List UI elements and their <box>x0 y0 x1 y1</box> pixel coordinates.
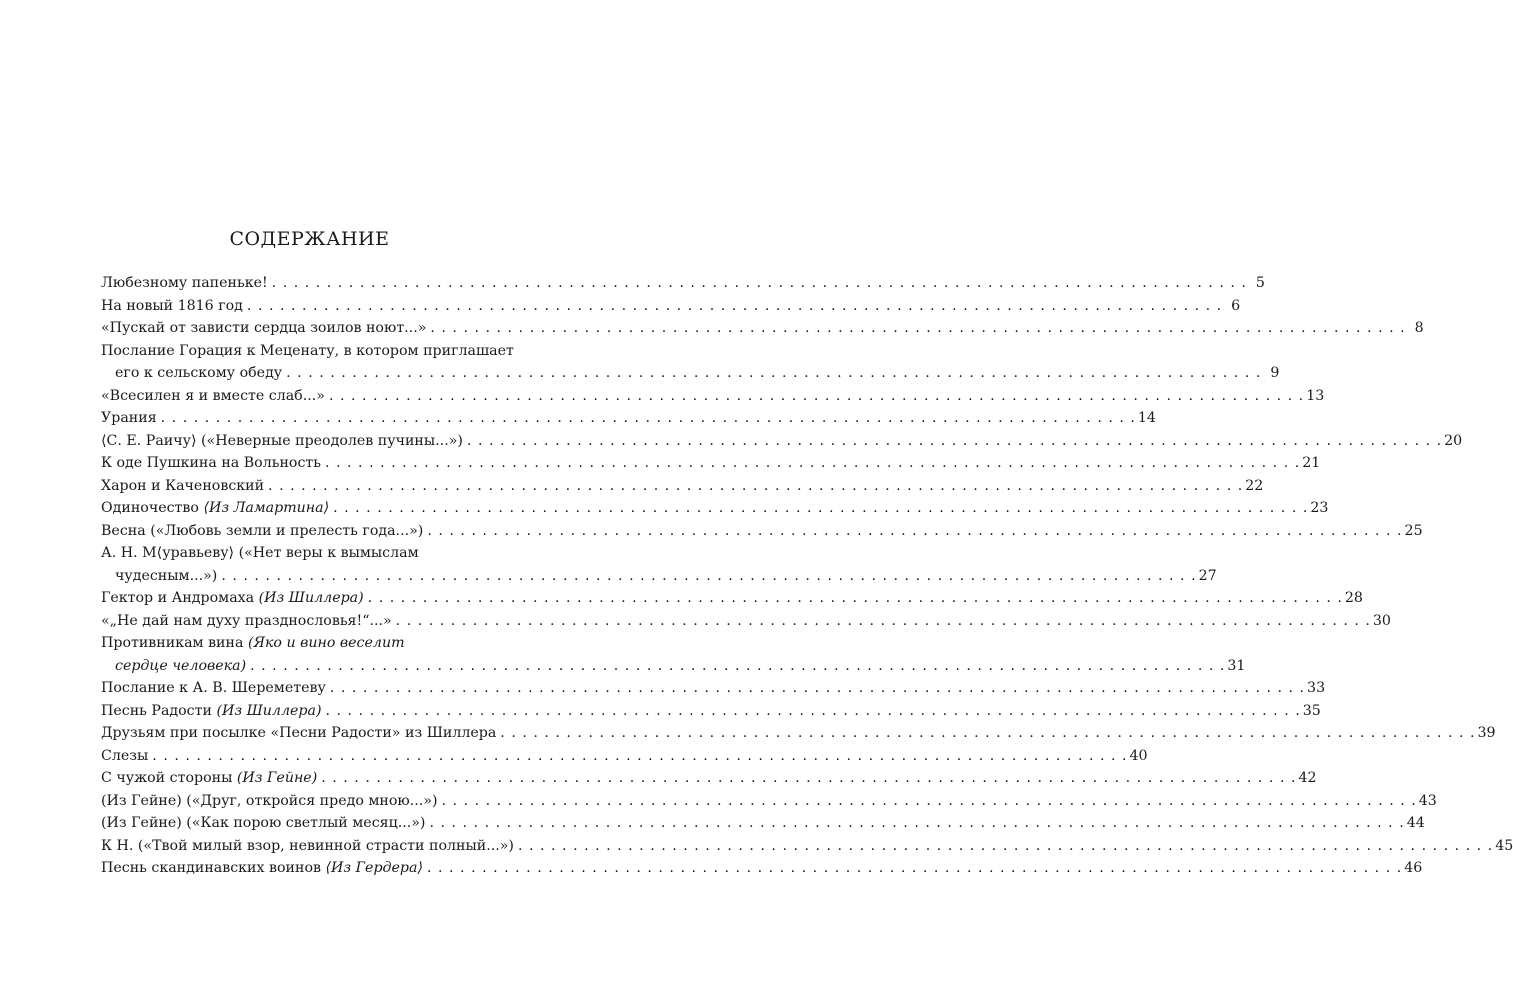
page-number: 35 <box>1302 702 1321 719</box>
page-number: 23 <box>1310 500 1329 516</box>
dot-leader <box>368 587 1343 610</box>
entry-source-note: (Из Шиллера) <box>258 590 364 606</box>
toc-entry <box>101 430 1463 453</box>
dot-leader <box>286 362 1261 385</box>
entry-title: (Из Гейне) («Друг, откройся предо мною...») <box>101 792 438 809</box>
page-number: 39 <box>1477 725 1496 741</box>
toc-entry <box>101 745 1148 768</box>
toc-entry <box>101 767 1317 790</box>
toc-entry <box>101 520 1423 543</box>
page-number: 44 <box>1406 815 1425 831</box>
entry-source-note: (Из Гейне) <box>236 770 318 786</box>
dot-leader <box>518 835 1493 858</box>
dot-leader <box>396 610 1371 633</box>
entry-title <box>101 767 317 790</box>
entry-title: ⟨С. Е. Раичу⟩ («Неверные преодолев пучины...») <box>101 432 463 449</box>
dot-leader <box>430 317 1405 340</box>
dot-leader <box>429 812 1404 835</box>
toc-entry <box>101 362 1280 385</box>
toc-entry <box>101 722 1496 745</box>
entry-title: Любезному папеньке! <box>101 275 268 291</box>
page-number: 13 <box>1306 387 1325 404</box>
page-number: 8 <box>1414 320 1424 336</box>
page-number: 28 <box>1344 590 1363 606</box>
dot-leader <box>427 520 1402 543</box>
toc-entry <box>101 295 1241 318</box>
toc-entry <box>101 407 1156 430</box>
page-number: 46 <box>1404 860 1423 876</box>
entry-title: Слезы <box>101 747 149 764</box>
page-number: 5 <box>1255 275 1265 291</box>
entry-title-main: Противникам вина <box>101 635 248 651</box>
dot-leader <box>250 655 1225 678</box>
dot-leader <box>221 565 1196 588</box>
entry-title-main: Песнь Радости <box>101 702 217 719</box>
entry-title <box>101 857 423 880</box>
page-number: 33 <box>1307 680 1326 696</box>
dot-leader <box>329 385 1304 408</box>
page-number: 43 <box>1418 792 1437 809</box>
dot-leader <box>442 790 1417 813</box>
entry-title: Урания <box>101 410 157 426</box>
entry-title-line1: А. Н. М⟨уравьеву⟩ («Нет веры к вымыслам <box>101 545 419 561</box>
toc-entry <box>101 497 1329 520</box>
entry-epigraph-cont: сердце человека) <box>115 657 247 674</box>
toc-entry <box>101 587 1363 610</box>
table-of-contents <box>101 272 1513 880</box>
entry-title-line1: Послание Горация к Меценату, в котором приглашает <box>101 342 514 359</box>
toc-entry <box>101 610 1391 633</box>
toc-entry <box>101 565 1217 588</box>
toc-entry <box>101 452 1321 475</box>
dot-leader <box>247 295 1222 318</box>
toc-entry <box>101 655 1246 678</box>
toc-entry <box>101 272 1265 295</box>
page-number: 25 <box>1404 522 1423 539</box>
entry-epigraph: (Яко и вино веселит <box>247 635 405 651</box>
entry-title: К Н. («Твой милый взор, невинной страсти полный...») <box>101 837 514 854</box>
entry-title <box>101 497 329 520</box>
toc-entry <box>101 475 1264 498</box>
entry-title-main: Одиночество <box>101 500 204 516</box>
dot-leader <box>427 857 1402 880</box>
dot-leader <box>325 452 1300 475</box>
toc-entry <box>101 835 1513 858</box>
entry-title-main: Гектор и Андромаха <box>101 590 259 606</box>
entry-title: Харон и Каченовский <box>101 477 265 494</box>
toc-entry <box>101 677 1326 700</box>
entry-title-main: Песнь скандинавских воинов <box>101 860 326 876</box>
entry-title: К оде Пушкина на Вольность <box>101 455 321 471</box>
entry-title <box>101 587 364 610</box>
dot-leader <box>152 745 1127 768</box>
page-number: 42 <box>1298 770 1317 786</box>
dot-leader <box>330 677 1305 700</box>
entry-source-note: ⟨Из Ламартина⟩ <box>203 500 330 516</box>
dot-leader <box>467 430 1442 453</box>
page-number: 27 <box>1198 567 1217 584</box>
dot-leader <box>333 497 1308 520</box>
dot-leader <box>272 272 1247 295</box>
dot-leader <box>325 700 1300 723</box>
page-number: 40 <box>1129 747 1148 764</box>
page-number: 30 <box>1372 612 1391 629</box>
page-number: 45 <box>1495 837 1513 854</box>
page-number: 20 <box>1444 432 1463 449</box>
page-number: 22 <box>1245 477 1264 494</box>
entry-source-note: ⟨Из Гердера⟩ <box>325 860 423 876</box>
toc-entry <box>101 857 1423 880</box>
page-number: 21 <box>1302 455 1321 471</box>
dot-leader <box>161 407 1136 430</box>
entry-title: Послание к А. В. Шереметеву <box>101 680 326 696</box>
toc-entry <box>101 812 1425 835</box>
entry-title: чудесным...») <box>115 567 218 584</box>
entry-title: (Из Гейне) («Как порою светлый месяц...») <box>101 815 426 831</box>
toc-entry <box>101 385 1325 408</box>
dot-leader <box>268 475 1243 498</box>
entry-title <box>101 700 321 723</box>
entry-title: Друзьям при посылке «Песни Радости» из Шиллера <box>101 725 497 741</box>
entry-title: На новый 1816 год <box>101 297 243 314</box>
entry-source-note: (Из Шиллера) <box>216 702 322 719</box>
page-number: 31 <box>1227 657 1246 674</box>
page-number: 6 <box>1231 297 1241 314</box>
entry-title: его к сельскому обеду <box>115 365 283 381</box>
entry-title: «„Не дай нам духу празднословья!“...» <box>101 612 392 629</box>
page-number: 9 <box>1270 365 1280 381</box>
entry-title: «Пускай от зависти сердца зоилов ноют...» <box>101 320 427 336</box>
entry-title: «Всесилен я и вместе слаб...» <box>101 387 325 404</box>
page-number: 14 <box>1137 410 1156 426</box>
toc-title: СОДЕРЖАНИЕ <box>229 228 390 250</box>
toc-entry <box>101 317 1424 340</box>
entry-title-line1 <box>101 632 537 655</box>
entry-title-main: С чужой стороны <box>101 770 237 786</box>
dot-leader <box>500 722 1475 745</box>
dot-leader <box>321 767 1296 790</box>
toc-entry <box>101 790 1437 813</box>
entry-title: Весна («Любовь земли и прелесть года...») <box>101 522 424 539</box>
toc-entry <box>101 700 1321 723</box>
